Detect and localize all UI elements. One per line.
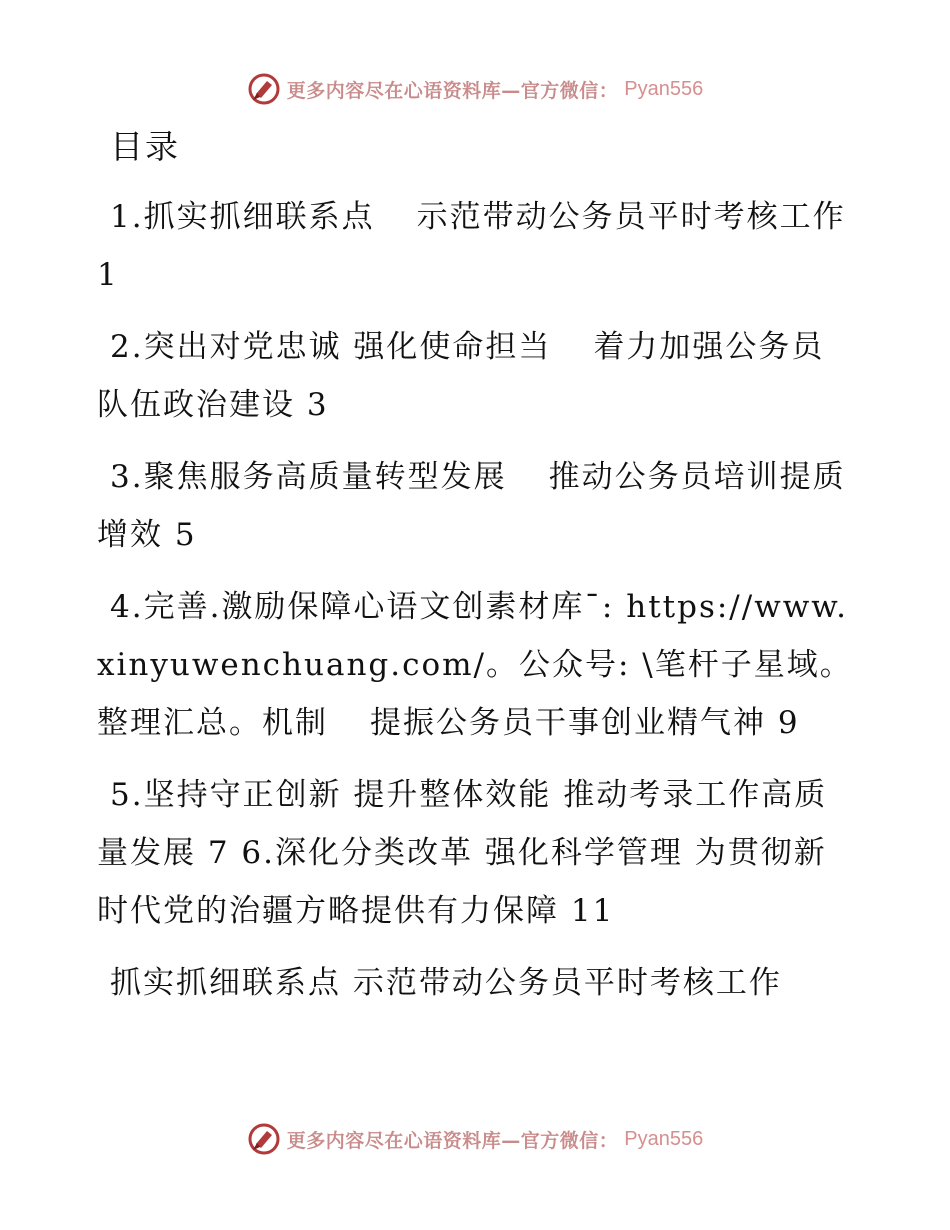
footer-banner (0, 1122, 950, 1156)
banner-wechat-id: Pyan556 (624, 1127, 704, 1150)
toc-entry-5 (97, 766, 857, 940)
toc-entry-3-part-b: 推动公务员培训提质增效 5 (97, 459, 846, 553)
toc-entry-5-part-a: 5.坚持守正创新 提升整体效能 推动考录工作高质量发展 7 6.深化分类改革 强化科学管理 为贯彻新时代党的治疆方略提供有力保障 11 (97, 777, 828, 929)
toc-entry-2-part-b: 着力加强公务员队伍政治建设 3 (97, 329, 825, 423)
banner-text: 更多内容尽在心语资料库—官方微信： (286, 79, 619, 102)
toc-entry-2-part-a: 2.突出对党忠诚 强化使命担当 (110, 329, 552, 365)
toc-entry-3-part-a: 3.聚焦服务高质量转型发展 (110, 459, 507, 495)
header-banner (0, 72, 950, 106)
logo-icon (247, 72, 281, 106)
toc-entry-3 (97, 448, 857, 564)
toc-entry-4-part-b: 提振公务员干事创业精气神 9 (370, 705, 800, 741)
banner-text: 更多内容尽在心语资料库—官方微信： (286, 1129, 619, 1152)
logo-icon (247, 1122, 281, 1156)
toc-entry-1-part-b: 示范带动公务员平时考核工作 1 (97, 199, 846, 293)
toc-entry-4 (97, 578, 857, 752)
banner-wechat-id: Pyan556 (624, 77, 704, 100)
toc-title: 目录 (110, 127, 180, 166)
toc-entry-4-part-a: 4.完善.激励保障心语文创素材库¯: https://www.xinyuwenchuang.com/。公众号: \笔杆子星域。整理汇总。机制 (97, 589, 853, 741)
toc-entry-1 (97, 188, 857, 304)
toc-entry-2 (97, 318, 857, 434)
toc-entry-1-part-a: 1.抓实抓细联系点 (110, 199, 375, 235)
document-body (97, 120, 857, 1026)
section-heading: 抓实抓细联系点 示范带动公务员平时考核工作 (110, 965, 782, 1001)
